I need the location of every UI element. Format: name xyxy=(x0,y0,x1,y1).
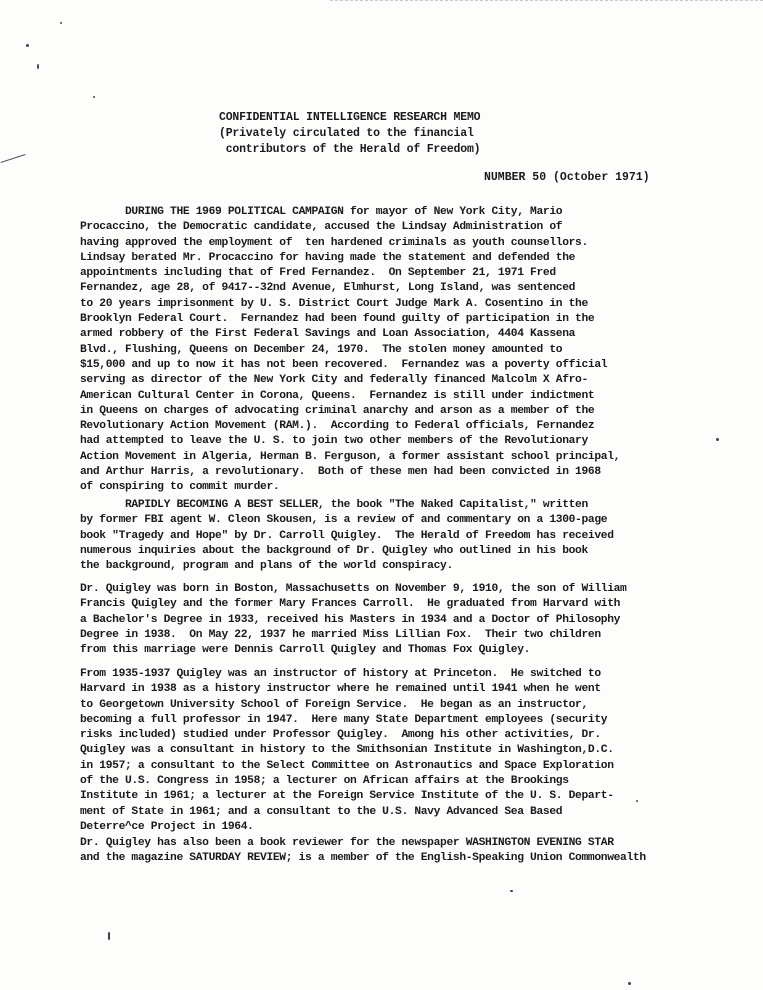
paragraph-fernandez xyxy=(80,205,700,496)
scan-speck xyxy=(716,438,719,441)
scan-speck xyxy=(60,22,62,24)
text-line: by former FBI agent W. Cleon Skousen, is a review of and commentary on a 1300-page xyxy=(80,514,608,527)
text-line: Revolutionary Action Movement (RAM.). According to Federal officials, Fernandez xyxy=(80,420,595,433)
text-line: RAPIDLY BECOMING A BEST SELLER, the book "The Naked Capitalist," written xyxy=(80,499,588,511)
text-line: Lindsay berated Mr. Procaccino for having made the statement and defended the xyxy=(80,251,576,264)
text-line: having approved the employment of ten hardened criminals as youth counsellors. xyxy=(80,236,588,249)
text-line: Institute in 1961; a lecturer at the Foreign Service Institute of the U. S. Depart- xyxy=(80,790,614,803)
text-line: to Georgetown University School of Foreign Service. He began as an instructor, xyxy=(80,698,588,711)
scan-speck xyxy=(628,982,631,985)
issue-number: NUMBER 50 (October 1971) xyxy=(484,171,650,184)
text-line: Blvd., Flushing, Queens on December 24, 1970. The stolen money amounted to xyxy=(80,343,563,356)
text-line: Action Movement in Algeria, Herman B. Ferguson, a former assistant school principal, xyxy=(80,450,621,463)
text-line: risks included) studied under Professor Quigley. Among his other activities, Dr. xyxy=(80,729,601,742)
text-line: Dr. Quigley has also been a book reviewer for the newspaper WASHINGTON EVENING STAR xyxy=(80,837,614,849)
paragraph-quigley-career xyxy=(80,667,700,835)
scan-speck xyxy=(37,64,39,69)
text-line: Harvard in 1938 as a history instructor where he remained until 1941 when he went xyxy=(80,683,601,696)
text-line: Brooklyn Federal Court. Fernandez had been found guilty of participation in the xyxy=(80,313,595,326)
text-line: Procaccino, the Democratic candidate, accused the Lindsay Administration of xyxy=(80,221,563,234)
text-line: and the magazine SATURDAY REVIEW; is a member of the English-Speaking Union Commonwealth xyxy=(80,852,646,865)
text-line: Degree in 1938. On May 22, 1937 he married Miss Lillian Fox. Their two children xyxy=(80,628,601,641)
header-title: CONFIDENTIAL INTELLIGENCE RESEARCH MEMO xyxy=(219,111,481,124)
text-line: book "Tragedy and Hope" by Dr. Carroll Quigley. The Herald of Freedom has received xyxy=(80,529,614,542)
scan-speck xyxy=(26,44,29,47)
text-line: in Queens on charges of advocating criminal anarchy and arson as a member of the xyxy=(80,404,595,417)
text-line: appointments including that of Fred Fernandez. On September 21, 1971 Fred xyxy=(80,267,556,280)
paragraph-quigley-birth xyxy=(80,582,700,658)
margin-stroke xyxy=(0,154,25,163)
text-line: American Cultural Center in Corona, Queens. Fernandez is still under indictment xyxy=(80,389,595,402)
text-line: and Arthur Harris, a revolutionary. Both of these men had been convicted in 1968 xyxy=(80,466,601,479)
text-line: Dr. Quigley was born in Boston, Massachusetts on November 9, 1910, the son of William xyxy=(80,583,627,595)
scan-speck xyxy=(510,890,513,892)
text-line: of conspiring to commit murder. xyxy=(80,481,280,494)
text-line: of the U.S. Congress in 1958; a lecturer on African affairs at the Brookings xyxy=(80,775,569,788)
text-line: $15,000 and up to now it has not been recovered. Fernandez was a poverty official xyxy=(80,358,608,371)
text-line: from this marriage were Dennis Carroll Quigley and Thomas Fox Quigley. xyxy=(80,644,531,657)
header-subtitle-line-2: contributors of the Herald of Freedom) xyxy=(219,143,481,156)
text-line: had attempted to leave the U. S. to join two other members of the Revolutionary xyxy=(80,435,588,448)
paragraph-quigley-reviewer xyxy=(80,836,700,867)
memo-header xyxy=(219,110,480,158)
text-line: Francis Quigley and the former Mary Frances Carroll. He graduated from Harvard with xyxy=(80,598,621,611)
text-line: numerous inquiries about the background of Dr. Quigley who outlined in his book xyxy=(80,544,588,557)
text-line: in 1957; a consultant to the Select Committee on Astronautics and Space Exploration xyxy=(80,759,614,772)
text-line: to 20 years imprisonment by U. S. District Court Judge Mark A. Cosentino in the xyxy=(80,297,588,310)
scan-speck xyxy=(108,932,110,940)
text-line: Fernandez, age 28, of 9417--32nd Avenue, Elmhurst, Long Island, was sentenced xyxy=(80,282,576,295)
text-line: armed robbery of the First Federal Savings and Loan Association, 4404 Kassena xyxy=(80,328,576,341)
text-line: From 1935-1937 Quigley was an instructor of history at Princeton. He switched to xyxy=(80,668,601,680)
text-line: serving as director of the New York City and federally financed Malcolm X Afro- xyxy=(80,374,588,387)
text-line: the background, program and plans of the world conspiracy. xyxy=(80,560,453,573)
text-line: Quigley was a consultant in history to the Smithsonian Institute in Washington,D.C. xyxy=(80,744,614,757)
paragraph-best-seller xyxy=(80,498,700,574)
scan-speck xyxy=(93,96,95,98)
header-subtitle-line-1: (Privately circulated to the financial xyxy=(219,127,474,140)
scan-edge-dots xyxy=(330,0,763,3)
text-line: a Bachelor's Degree in 1933, received his Masters in 1934 and a Doctor of Philosophy xyxy=(80,613,621,626)
text-line: ment of State in 1961; and a consultant to the U.S. Navy Advanced Sea Based xyxy=(80,805,563,818)
text-line: Deterre^ce Project in 1964. xyxy=(80,820,254,833)
text-line: DURING THE 1969 POLITICAL CAMPAIGN for mayor of New York City, Mario xyxy=(80,206,563,218)
text-line: becoming a full professor in 1947. Here many State Department employees (security xyxy=(80,713,608,726)
